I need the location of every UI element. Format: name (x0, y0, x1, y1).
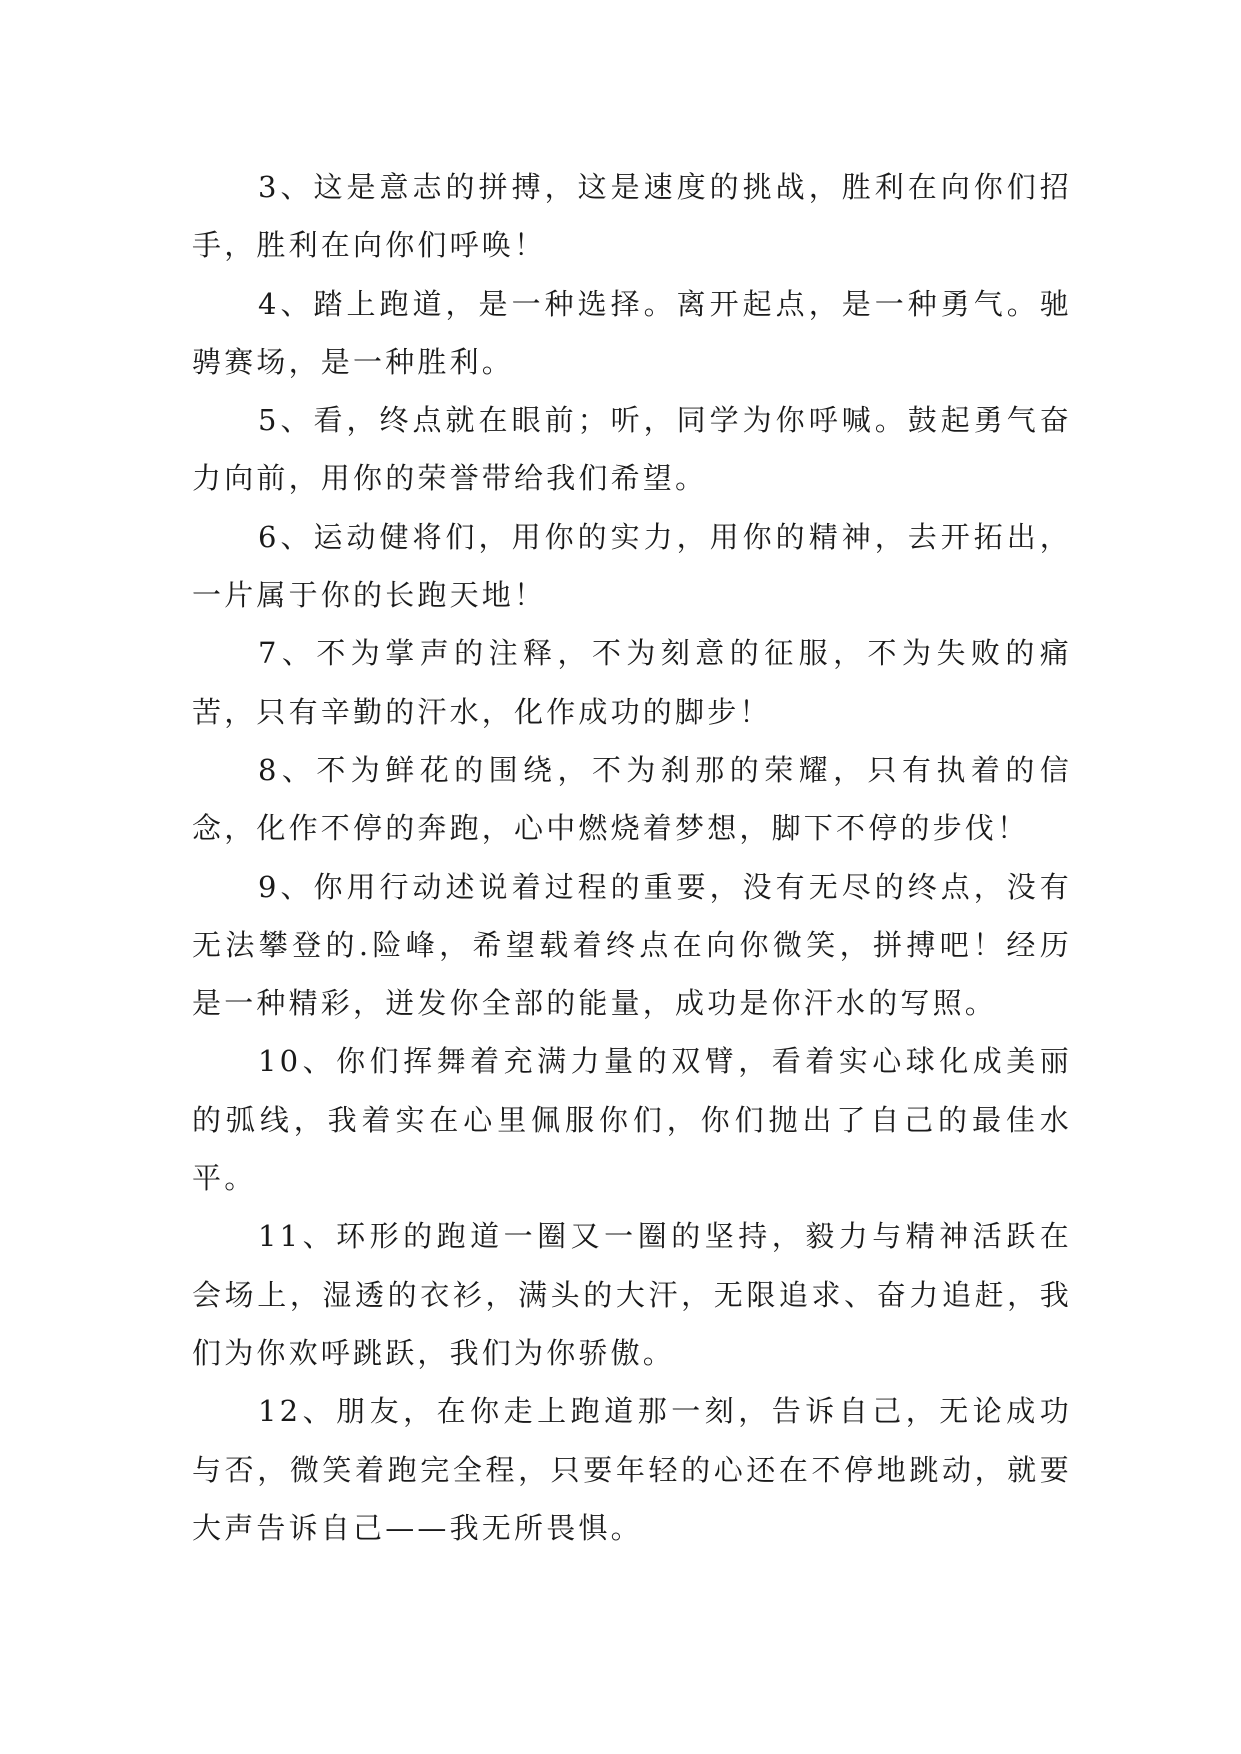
paragraph-11: 11、环形的跑道一圈又一圈的坚持，毅力与精神活跃在会场上，湿透的衣衫，满头的大汗，无限追求、奋力追赶，我们为你欢呼跳跃，我们为你骄傲。 (192, 1219, 1072, 1370)
paragraph-5: 5、看，终点就在眼前；听，同学为你呼喊。鼓起勇气奋力向前，用你的荣誉带给我们希望。 (192, 403, 1072, 496)
paragraph-10: 10、你们挥舞着充满力量的双臂，看着实心球化成美丽的弧线，我着实在心里佩服你们，你们抛出了自己的最佳水平。 (192, 1044, 1072, 1196)
paragraph-3: 3、这是意志的拼搏，这是速度的挑战，胜利在向你们招手，胜利在向你们呼唤！ (192, 170, 1072, 263)
document-body (192, 158, 1072, 1557)
paragraph-4: 4、踏上跑道，是一种选择。离开起点，是一种勇气。驰骋赛场，是一种胜利。 (192, 286, 1072, 379)
paragraph-12: 12、朋友，在你走上跑道那一刻，告诉自己，无论成功与否，微笑着跑完全程，只要年轻的心还在不停地跳动，就要大声告诉自己——我无所畏惧。 (192, 1394, 1072, 1545)
paragraph-7: 7、不为掌声的注释，不为刻意的征服，不为失败的痛苦，只有辛勤的汗水，化作成功的脚步！ (192, 636, 1072, 729)
paragraph-6: 6、运动健将们，用你的实力，用你的精神，去开拓出，一片属于你的长跑天地！ (192, 519, 1072, 613)
paragraph-9: 9、你用行动述说着过程的重要，没有无尽的终点，没有无法攀登的.险峰，希望载着终点在向你微笑，拼搏吧！经历是一种精彩，迸发你全部的能量，成功是你汗水的写照。 (192, 869, 1072, 1021)
paragraph-8: 8、不为鲜花的围绕，不为刹那的荣耀，只有执着的信念，化作不停的奔跑，心中燃烧着梦想，脚下不停的步伐！ (192, 752, 1072, 846)
